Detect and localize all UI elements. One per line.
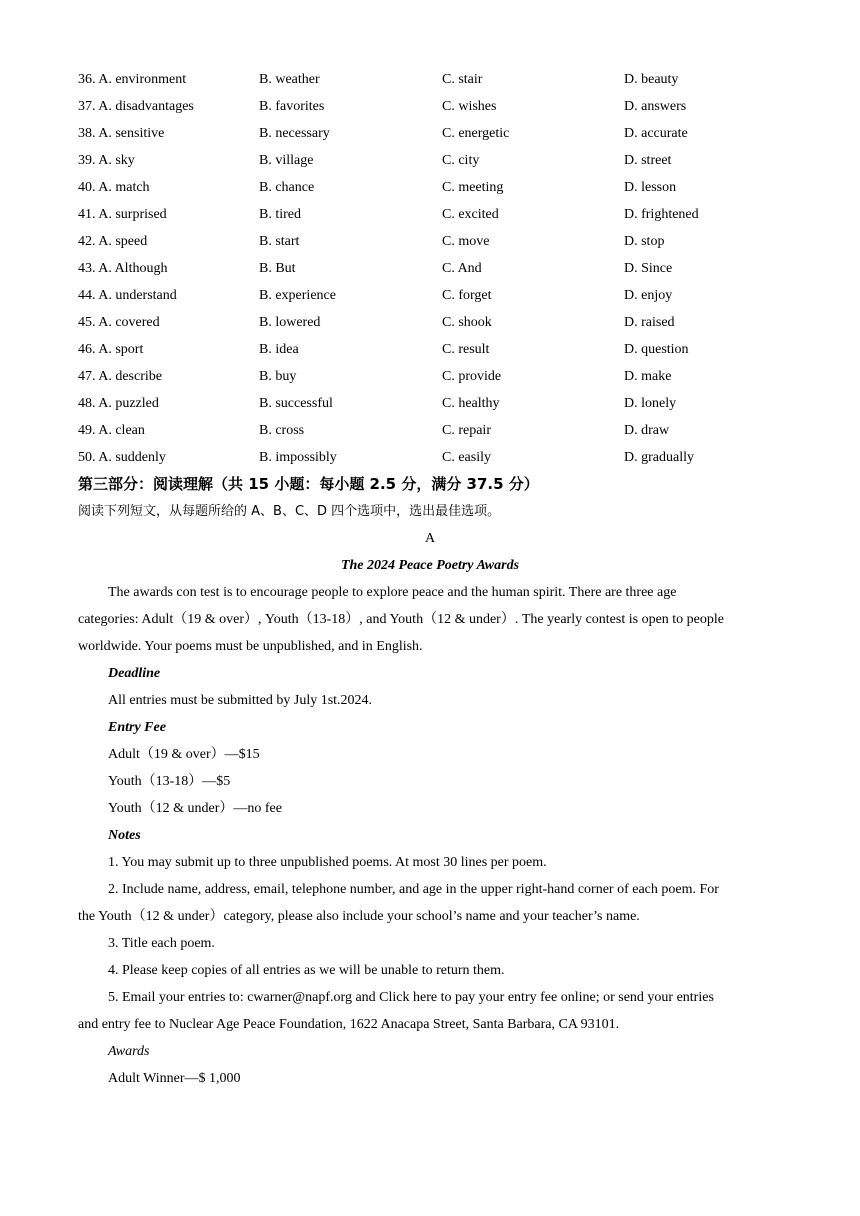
option-b: B. weather xyxy=(259,72,320,87)
option-a: 42. A. speed xyxy=(78,234,148,249)
option-a: 50. A. suddenly xyxy=(78,450,166,465)
option-b: B. experience xyxy=(259,288,336,303)
option-d: D. accurate xyxy=(624,126,688,141)
intro-line: categories: Adult（19 & over）, Youth（13-18）, and Youth（12 & under）. The yearly contest is open to people xyxy=(78,612,724,627)
option-row xyxy=(78,201,798,228)
option-a: 41. A. surprised xyxy=(78,207,167,222)
option-b: B. necessary xyxy=(259,126,330,141)
note-item: 3. Title each poem. xyxy=(108,936,215,951)
option-b: B. cross xyxy=(259,423,305,438)
option-row xyxy=(78,282,798,309)
option-c: C. move xyxy=(442,234,490,249)
option-d: D. enjoy xyxy=(624,288,673,303)
section-title: 第三部分：阅读理解（共 15 小题：每小题 2.5 分，满分 37.5 分） xyxy=(78,475,539,493)
option-c: C. provide xyxy=(442,369,502,384)
option-b: B. village xyxy=(259,153,314,168)
option-d: D. Since xyxy=(624,261,673,276)
option-c: C. forget xyxy=(442,288,492,303)
option-c: C. And xyxy=(442,261,482,276)
option-b: B. tired xyxy=(259,207,301,222)
option-d: D. stop xyxy=(624,234,665,249)
option-b: B. impossibly xyxy=(259,450,337,465)
option-b: B. lowered xyxy=(259,315,321,330)
note-item-continued: the Youth（12 & under）category, please also include your school’s name and your teacher’s name. xyxy=(78,909,640,924)
option-d: D. frightened xyxy=(624,207,699,222)
option-d: D. make xyxy=(624,369,672,384)
option-d: D. answers xyxy=(624,99,687,114)
option-b: B. favorites xyxy=(259,99,325,114)
note-item-continued: and entry fee to Nuclear Age Peace Foundation, 1622 Anacapa Street, Santa Barbara, CA 93101. xyxy=(78,1017,620,1032)
note-item: 2. Include name, address, email, telephone number, and age in the upper right-hand corner of each poem. For xyxy=(108,882,719,897)
option-c: C. wishes xyxy=(442,99,497,114)
option-row xyxy=(78,444,798,471)
awards-heading: Awards xyxy=(108,1044,150,1059)
option-d: D. gradually xyxy=(624,450,694,465)
note-item: 1. You may submit up to three unpublished poems. At most 30 lines per poem. xyxy=(108,855,547,870)
section-instructions: 阅读下列短文，从每题所给的 A、B、C、D 四个选项中，选出最佳选项。 xyxy=(78,504,501,519)
option-a: 44. A. understand xyxy=(78,288,177,303)
option-a: 47. A. describe xyxy=(78,369,162,384)
option-c: C. energetic xyxy=(442,126,510,141)
fee-youth-13-18: Youth（13-18）—$5 xyxy=(108,774,231,789)
option-b: B. idea xyxy=(259,342,299,357)
option-row xyxy=(78,120,798,147)
option-d: D. beauty xyxy=(624,72,679,87)
option-b: B. But xyxy=(259,261,296,276)
option-row xyxy=(78,93,798,120)
option-row xyxy=(78,66,798,93)
option-row xyxy=(78,228,798,255)
option-d: D. raised xyxy=(624,315,675,330)
intro-line: The awards con test is to encourage people to explore peace and the human spirit. There are three age xyxy=(108,585,677,600)
option-b: B. successful xyxy=(259,396,333,411)
fee-youth-12-under: Youth（12 & under）—no fee xyxy=(108,801,282,816)
option-row xyxy=(78,147,798,174)
option-a: 43. A. Although xyxy=(78,261,168,276)
award-adult-winner: Adult Winner—$ 1,000 xyxy=(108,1071,241,1086)
option-c: C. meeting xyxy=(442,180,504,195)
option-a: 45. A. covered xyxy=(78,315,160,330)
option-row xyxy=(78,255,798,282)
option-c: C. city xyxy=(442,153,480,168)
option-c: C. repair xyxy=(442,423,491,438)
option-row xyxy=(78,390,798,417)
option-d: D. lonely xyxy=(624,396,677,411)
fee-adult: Adult（19 & over）—$15 xyxy=(108,747,260,762)
option-a: 37. A. disadvantages xyxy=(78,99,194,114)
option-a: 49. A. clean xyxy=(78,423,145,438)
option-b: B. buy xyxy=(259,369,297,384)
entry-fee-heading: Entry Fee xyxy=(108,720,166,735)
option-row xyxy=(78,336,798,363)
option-a: 36. A. environment xyxy=(78,72,187,87)
option-b: B. start xyxy=(259,234,300,249)
option-a: 46. A. sport xyxy=(78,342,144,357)
option-a: 39. A. sky xyxy=(78,153,135,168)
option-row xyxy=(78,174,798,201)
option-c: C. excited xyxy=(442,207,499,222)
option-a: 40. A. match xyxy=(78,180,150,195)
option-d: D. draw xyxy=(624,423,670,438)
option-c: C. stair xyxy=(442,72,483,87)
option-a: 48. A. puzzled xyxy=(78,396,159,411)
option-row xyxy=(78,309,798,336)
note-item: 5. Email your entries to: cwarner@napf.org and Click here to pay your entry fee online; or send your entries xyxy=(108,990,714,1005)
option-d: D. question xyxy=(624,342,689,357)
note-item: 4. Please keep copies of all entries as we will be unable to return them. xyxy=(108,963,505,978)
option-row xyxy=(78,363,798,390)
option-c: C. shook xyxy=(442,315,492,330)
passage-title: The 2024 Peace Poetry Awards xyxy=(340,558,520,573)
option-c: C. healthy xyxy=(442,396,500,411)
option-d: D. street xyxy=(624,153,672,168)
intro-line: worldwide. Your poems must be unpublished, and in English. xyxy=(78,639,423,654)
deadline-heading: Deadline xyxy=(108,666,161,681)
passage-label: A xyxy=(424,531,436,546)
option-d: D. lesson xyxy=(624,180,677,195)
option-b: B. chance xyxy=(259,180,315,195)
option-c: C. easily xyxy=(442,450,491,465)
option-c: C. result xyxy=(442,342,490,357)
notes-heading: Notes xyxy=(108,828,141,843)
deadline-text: All entries must be submitted by July 1st.2024. xyxy=(108,693,373,708)
option-a: 38. A. sensitive xyxy=(78,126,165,141)
option-row xyxy=(78,417,798,444)
